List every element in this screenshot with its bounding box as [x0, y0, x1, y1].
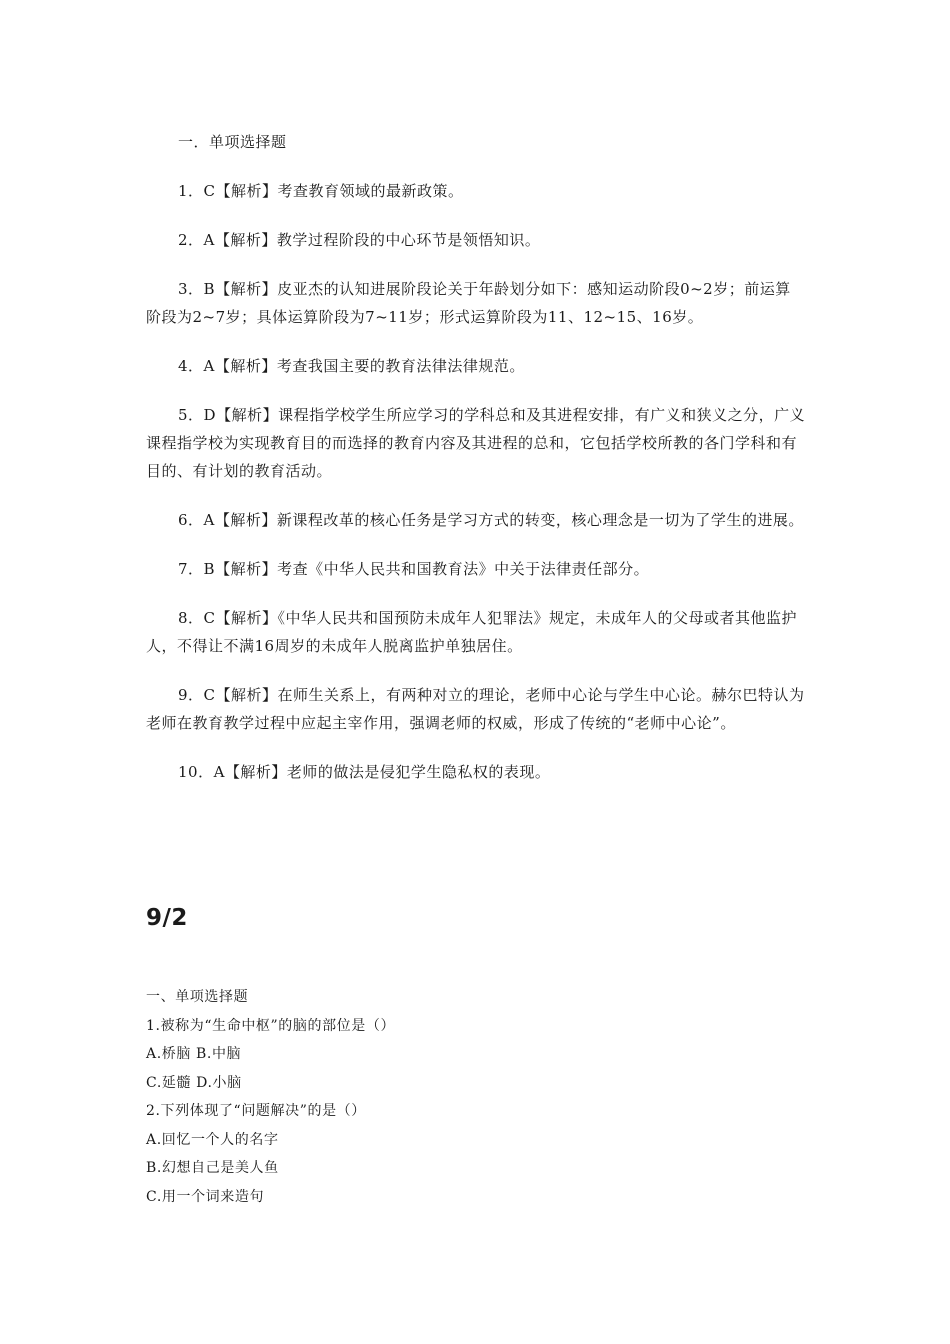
question-2-option-c: C.用一个词来造句 [146, 1188, 265, 1205]
question-section-heading: 一、单项选择题 [146, 989, 249, 1005]
answer-item-1: 1．C【解析】考查教育领域的最新政策。 [178, 182, 464, 200]
question-2-option-b: B.幻想自己是美人鱼 [146, 1160, 279, 1176]
question-2-option-a: A.回忆一个人的名字 [146, 1131, 279, 1148]
answer-item-4: 4．A【解析】考查我国主要的教育法律法律规范。 [178, 357, 525, 375]
question-section [146, 983, 806, 1211]
answer-item-10: 10．A【解析】老师的做法是侵犯学生隐私权的表现。 [178, 763, 551, 781]
answer-item-8: 8．C【解析】《中华人民共和国预防未成年人犯罪法》规定，未成年人的父母或者其他监护人，不得让不满16周岁的未成年人脱离监护单独居住。 [146, 609, 798, 655]
section-heading: 一．单项选择题 [178, 133, 287, 151]
day-title: 9/2 [146, 905, 188, 931]
answer-item-5: 5．D【解析】课程指学校学生所应学习的学科总和及其进程安排，有广义和狭义之分，广义课程指学校为实现教育目的而选择的教育内容及其进程的总和，它包括学校所教的各门学科和有目的、有计划的教育活动。 [146, 406, 806, 480]
question-1-options-cd: C.延髓 D.小脑 [146, 1074, 242, 1091]
answer-item-2: 2．A【解析】教学过程阶段的中心环节是领悟知识。 [178, 231, 541, 249]
question-2: 2.下列体现了“问题解决”的是（） [146, 1103, 366, 1119]
answer-item-6: 6．A【解析】新课程改革的核心任务是学习方式的转变，核心理念是一切为了学生的进展。 [178, 511, 804, 529]
answer-item-7: 7．B【解析】考查《中华人民共和国教育法》中关于法律责任部分。 [178, 560, 650, 578]
question-1: 1.被称为“生命中枢”的脑的部位是（） [146, 1017, 396, 1034]
question-1-options-ab: A.桥脑 B.中脑 [146, 1046, 242, 1062]
answer-key-section [146, 128, 806, 807]
answer-item-9: 9．C【解析】在师生关系上，有两种对立的理论，老师中心论与学生中心论。赫尔巴特认为老师在教育教学过程中应起主宰作用，强调老师的权威，形成了传统的“老师中心论”。 [146, 686, 805, 732]
answer-item-3: 3．B【解析】皮亚杰的认知进展阶段论关于年龄划分如下：感知运动阶段0~2岁；前运算阶段为2~7岁；具体运算阶段为7~11岁；形式运算阶段为11、12~15、16岁。 [146, 280, 791, 326]
